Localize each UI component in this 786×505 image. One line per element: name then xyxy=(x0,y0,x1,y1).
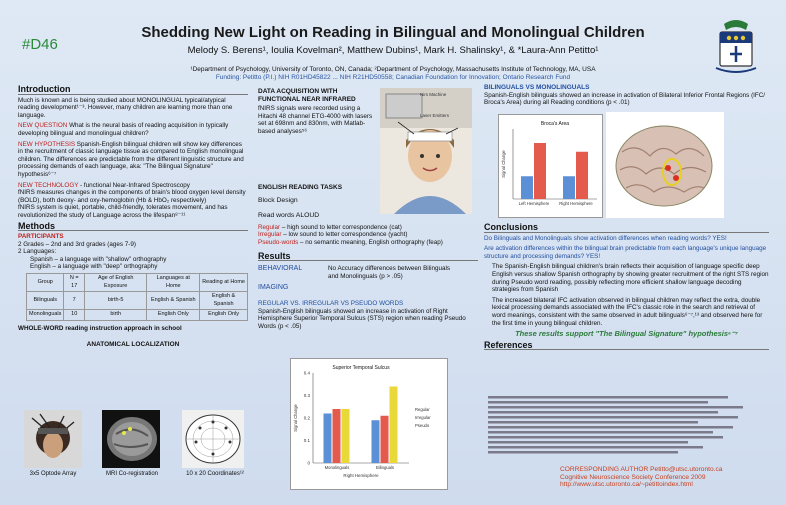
instruction-text: WHOLE-WORD reading instruction approach in school xyxy=(18,325,182,333)
poster-title: Shedding New Light on Reading in Bilingual and Monolingual Children xyxy=(141,24,645,41)
table-cell: 10 xyxy=(64,310,85,321)
table-header-row xyxy=(27,274,248,292)
intro-paragraph: Much is known and is being studied about MONOLINGUAL typical/atypical reading development¹⁻³. However, many children are learning more than one language. xyxy=(18,96,233,119)
x-tick-label: Monolinguals xyxy=(324,465,350,470)
bvm-text: Spanish-English bilinguals showed an increase in activation of Bilateral Inferior Frontal Regions (IFC/ Broca's Area) during all Reading conditions (p < .01) xyxy=(484,91,766,107)
table-cell: 7 xyxy=(64,292,85,310)
spanish-text: Spanish – a language with "shallow" orthography xyxy=(30,255,167,263)
poster-authors: Melody S. Berens¹, Ioulia Kovelman², Matthew Dubins¹, Mark H. Shalinsky¹, & *Laura-Ann Petitto¹ xyxy=(187,45,599,56)
reference-lines xyxy=(488,394,758,464)
conclusion-2: Are activation differences within the bilingual brain predictable from each language's unique language structure and processing demands? YES! xyxy=(484,245,767,260)
y-tick-label: 0.2 xyxy=(303,415,310,421)
bar xyxy=(576,152,588,199)
caption-coordinates: 10 x 20 Coordinates¹² xyxy=(186,471,244,477)
table-cell: English & Spanish xyxy=(200,292,248,310)
acquisition-section xyxy=(258,88,378,136)
legend-label: Pseudo xyxy=(415,423,430,428)
poster-affiliation xyxy=(90,66,696,82)
bar xyxy=(521,176,533,199)
task-irregular xyxy=(258,231,478,239)
x-tick-label: Right Hemisphere xyxy=(559,201,593,206)
y-axis-label: Signal Change xyxy=(293,404,298,432)
new-question xyxy=(18,122,248,137)
imaging-label: IMAGING xyxy=(258,284,289,292)
bar xyxy=(333,409,341,463)
intro-heading: Introduction xyxy=(18,86,248,95)
results-heading: Results xyxy=(258,253,478,262)
table-row xyxy=(27,310,248,321)
behavioral-text: No Accuracy differences between Bilinguals and Monolinguals (p > .05) xyxy=(328,265,451,280)
table-header: Group xyxy=(27,274,64,292)
bar xyxy=(381,416,389,463)
bar xyxy=(390,387,398,464)
coordinates-diagram xyxy=(182,410,244,468)
pseudo-text: – no semantic meaning, English orthography (feap) xyxy=(300,238,443,246)
read-aloud: Read words ALOUD xyxy=(258,212,320,220)
bar xyxy=(534,143,546,199)
localization-images xyxy=(24,410,260,500)
tasks-section xyxy=(258,184,478,330)
hypothesis-text: Spanish-English bilingual children will show key differences in the recruitment of classic language tissue as compared to English monolingual children. The differences are predictable from the different linguistic structure and processing demands of each language, aka: "The Bilingual Signature" hypothesis⁶⁻⁷ xyxy=(18,140,244,178)
x-tick-label: Left Hemisphere xyxy=(518,201,550,206)
conclusions-heading: Conclusions xyxy=(484,224,769,233)
table-cell: Bilinguals xyxy=(27,292,64,310)
y-tick-label: 0 xyxy=(307,460,310,466)
new-hypothesis xyxy=(18,141,248,179)
conclusion-3: The Spanish-English bilingual children's brain reflects their acquisition of language specific deep English versus shallow Spanish orthography by showing greater recruitment of the right STS region during Pseudo word reading, possibly reflecting more efficient shallow language decoding strategies from Spanish xyxy=(492,263,769,294)
languages-text: 2 Languages: xyxy=(18,248,57,256)
english-text: English – a language with "deep" orthography xyxy=(30,263,158,271)
hypothesis-label: NEW HYPOTHESIS xyxy=(18,140,76,148)
bar xyxy=(324,414,332,464)
participants-table xyxy=(26,273,248,321)
conclusion-1: Do Bilinguals and Monolinguals show activation differences when reading words? YES! xyxy=(484,234,727,242)
table-row xyxy=(27,292,248,310)
y-tick-label: 0.3 xyxy=(303,393,310,398)
table-cell: English & Spanish xyxy=(147,292,200,310)
conclusion-4: The increased bilateral IFC activation observed in bilingual children may reflect the extra, double lexical processing demands associated with the IFC's classic role in the search and retrieval of word meanings, consistent with the same observed in adult bilinguals⁶⁻⁷,¹³ and observed here for the first time in young bilingual children. xyxy=(492,296,763,327)
contrast-text: Spanish-English bilinguals showed an increase in activation of Right Hemisphere Superior Temporal Sulcus (STS) region when reading Pseudo Words (p < .05) xyxy=(258,307,466,330)
irregular-label: Irregular xyxy=(258,231,282,239)
y-axis-label: Signal Change xyxy=(501,150,506,178)
support-statement: These results support "The Bilingual Signature" hypothesis⁶⁻⁷ xyxy=(515,329,738,339)
question-label: NEW QUESTION xyxy=(18,122,68,130)
sts-chart xyxy=(291,359,449,491)
table-cell: Monolinguals xyxy=(27,310,64,321)
technology-label: NEW TECHNOLOGY xyxy=(18,181,79,189)
block-design: Block Design xyxy=(258,196,298,204)
behavioral-label: BEHAVIORAL xyxy=(258,265,303,273)
bvm-heading: BILINGUALS VS MONOLINGUALS xyxy=(484,84,590,91)
contact-block xyxy=(560,466,770,489)
conference-name: Cognitive Neuroscience Society Conference 2009 xyxy=(560,473,706,481)
affiliation-text: ¹Department of Psychology, University of Toronto, ON, Canada; ²Department of Psychology, Massachusetts Institute of Technology, MA, USA xyxy=(190,66,596,73)
participants-label: PARTICIPANTS xyxy=(18,233,64,241)
caption-optode: 3x5 Optode Array xyxy=(29,471,77,477)
task-pseudo xyxy=(258,239,478,247)
university-crest-icon xyxy=(712,18,760,74)
methods-heading: Methods xyxy=(18,223,248,232)
optode-array-photo xyxy=(24,410,82,468)
brain-activation-image xyxy=(606,112,724,218)
legend-label: Irregular xyxy=(415,415,431,420)
contact-email: CORRESPONDING AUTHOR Petitto@utsc.utoronto.ca xyxy=(560,466,723,473)
bar xyxy=(372,420,380,463)
task-regular xyxy=(258,224,478,232)
photo-label-lasers: Laser Emitters xyxy=(420,113,450,118)
lab-url[interactable]: http://www.utsc.utoronto.ca/~petittoindex.html xyxy=(560,481,693,489)
funding-text: Funding: Petitto (P.I.) NIH R01HD45822 ... NIH R21HD50558; Canadian Foundation for Innovation; Ontario Research Fund xyxy=(215,74,571,81)
conclusions-section xyxy=(484,222,769,352)
regular-text: – high sound to letter correspondence (cat) xyxy=(281,223,402,231)
y-tick-label: 0.1 xyxy=(303,438,310,443)
table-header: Languages at Home xyxy=(147,274,200,292)
localization-heading: ANATOMICAL LOCALIZATION xyxy=(86,340,180,348)
mri-brain-image xyxy=(102,410,160,468)
sts-chart-panel xyxy=(290,358,448,490)
photo-labels xyxy=(420,92,470,118)
tasks-heading: ENGLISH READING TASKS xyxy=(258,184,343,191)
acquisition-text: fNIRS signals were recorded using a Hitachi 48 channel ETG-4000 with lasers set at 698nm and 830nm, with Matlab-based analyses⁵⁶ xyxy=(258,105,373,135)
broca-chart xyxy=(499,115,604,219)
left-column xyxy=(18,84,248,350)
poster-id: #D46 xyxy=(22,36,58,53)
caption-mri: MRI Co-registration xyxy=(105,471,158,477)
bar xyxy=(342,409,350,463)
table-cell: English Only xyxy=(147,310,200,321)
table-header: N = 17 xyxy=(64,274,85,292)
table-header: Age of English Exposure xyxy=(84,274,146,292)
acquisition-heading: DATA ACQUISITION WITH FUNCTIONAL NEAR INFRARED xyxy=(258,88,356,103)
chart-title: Broca's Area xyxy=(540,121,570,127)
bar xyxy=(563,176,575,199)
table-header: Reading at Home xyxy=(200,274,248,292)
grades-text: 2 Grades – 2nd and 3rd grades (ages 7-9) xyxy=(18,240,136,248)
table-cell: English Only xyxy=(200,310,248,321)
y-tick-label: 0.4 xyxy=(303,370,310,376)
behavioral-row xyxy=(258,265,478,280)
photo-label-machine: Nirs Machine xyxy=(420,92,447,97)
references-heading: References xyxy=(484,342,769,351)
x-axis-label: Right Hemisphere xyxy=(343,473,379,478)
broca-chart-panel xyxy=(498,114,603,218)
chart-title: Superior Temporal Sulcus xyxy=(332,365,390,371)
legend-label: Regular xyxy=(415,407,430,412)
technology-point-2: fNIRS system is quiet, portable, child-friendly, tolerates movement, and has revolutionized the study of Language across the lifespan⁸⁻¹¹ xyxy=(18,204,228,219)
x-tick-label: Bilinguals xyxy=(376,465,394,470)
table-cell: birth-5 xyxy=(84,292,146,310)
pseudo-label: Pseudo-words xyxy=(258,238,299,246)
regular-label: Regular xyxy=(258,223,281,231)
technology-text: - functional Near-Infrared Spectroscopy xyxy=(80,181,190,189)
irregular-text: – low sound to letter correspondence (yacht) xyxy=(283,231,408,239)
contrast-label: REGULAR VS. IRREGULAR VS PSEUDO WORDS xyxy=(258,299,404,307)
technology-point-1: fNIRS measures changes in the components of brain's blood oxygen level density (BOLD), both deoxy- and oxy-hemoglobin (Hb & HbO₂ respectively) xyxy=(18,189,246,204)
bvm-section xyxy=(484,84,769,107)
question-text: What is the neural basis of reading acquisition in typically developing bilingual and monolingual children? xyxy=(18,122,229,137)
new-technology xyxy=(18,182,248,190)
references-list xyxy=(488,394,758,464)
table-cell: birth xyxy=(84,310,146,321)
